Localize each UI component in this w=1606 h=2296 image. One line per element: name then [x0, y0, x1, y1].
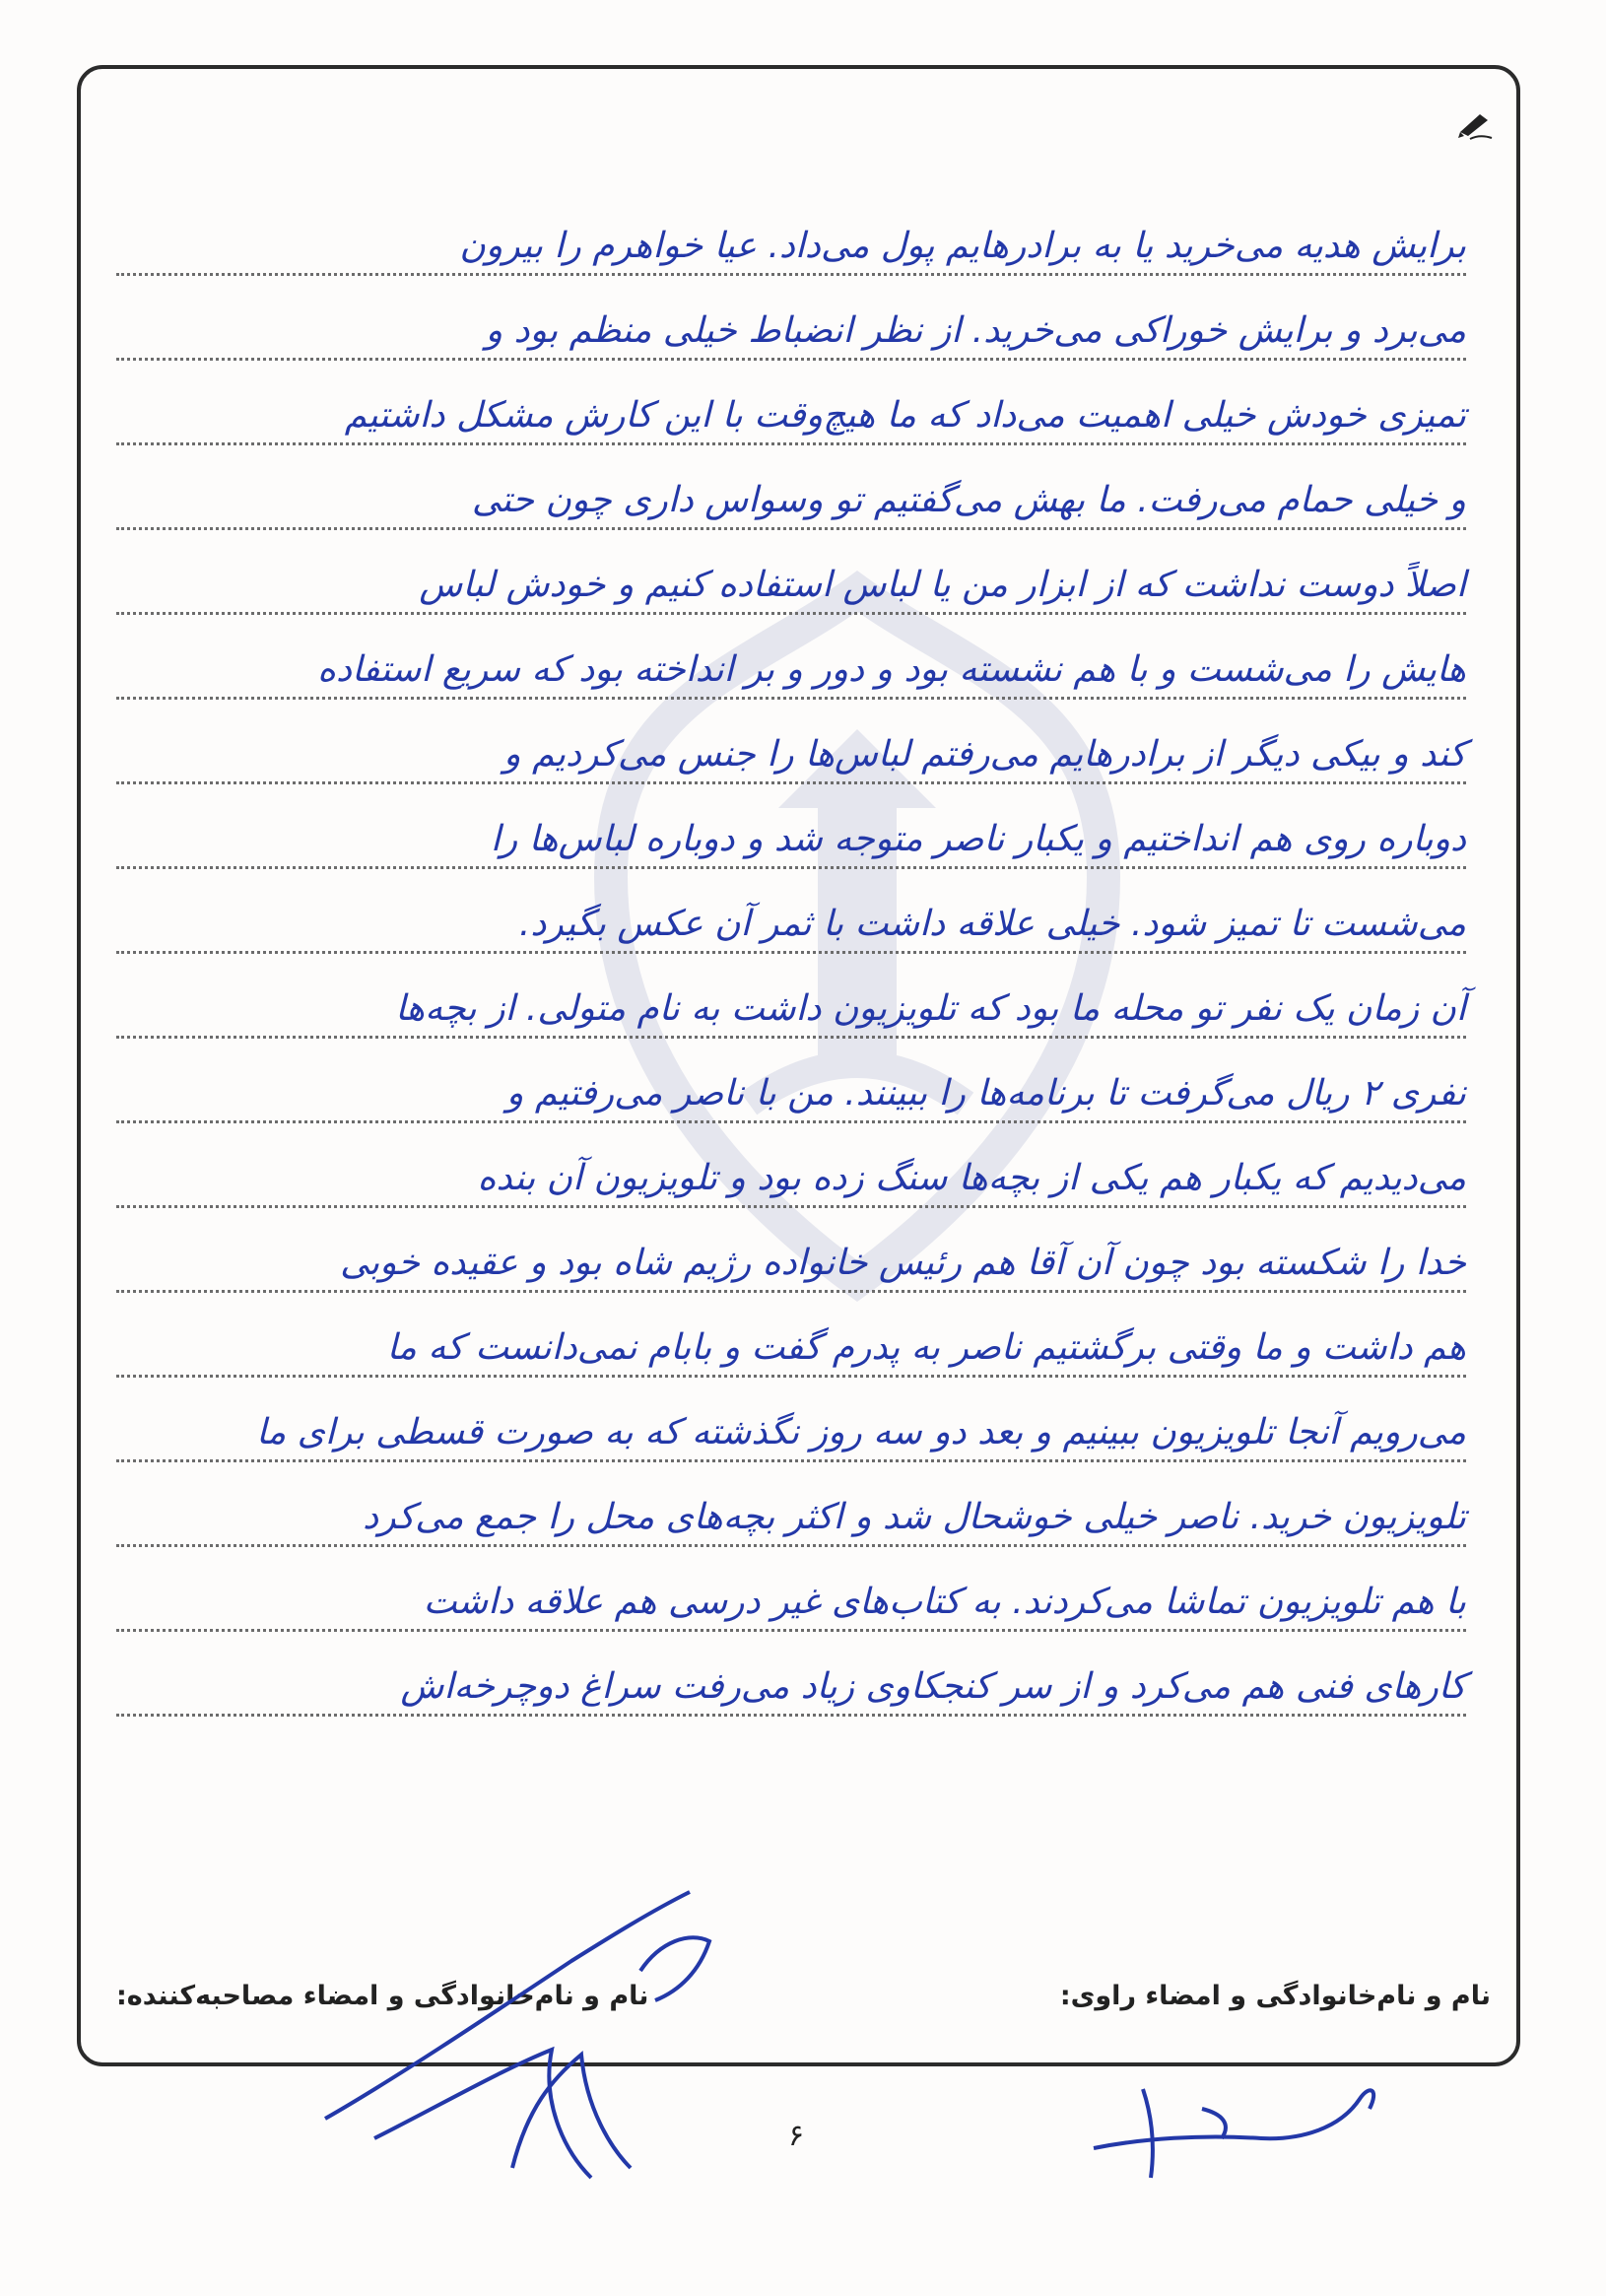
line-text: کارهای فنی هم می‌کرد و از سر کنجکاوی زیاد می‌رفت سراغ دوچرخه‌اش: [400, 1666, 1466, 1707]
text-line: [116, 700, 1466, 784]
text-line: [116, 1039, 1466, 1123]
line-text: اصلاً دوست نداشت که از ابزار من یا لباس استفاده کنیم و خودش لباس: [419, 565, 1466, 605]
text-line: [116, 1208, 1466, 1293]
text-line: [116, 1378, 1466, 1462]
line-text: می‌رویم آنجا تلویزیون ببینیم و بعد دو سه روز نگذشته که به صورت قسطی برای ما: [255, 1412, 1466, 1452]
text-line: [116, 445, 1466, 530]
page-number: ۶: [788, 2119, 805, 2153]
line-text: کند و بیکی دیگر از برادرهایم می‌رفتم لباس‌ها را جنس می‌کردیم و: [503, 734, 1466, 775]
text-line: [116, 361, 1466, 445]
interviewer-signature-label: نام و نام‌خانوادگی و امضاء مصاحبه‌کننده:: [116, 1981, 649, 2011]
line-text: تمیزی خودش خیلی اهمیت می‌داد که ما هیچ‌وقت با این کارش مشکل داشتیم: [344, 395, 1466, 436]
text-line: [116, 530, 1466, 615]
text-line: [116, 784, 1466, 869]
line-text: و خیلی حمام می‌رفت. ما بهش می‌گفتیم تو وسواس داری چون حتی: [471, 480, 1466, 520]
text-line: [116, 1462, 1466, 1547]
line-text: با هم تلویزیون تماشا می‌کردند. به کتاب‌های غیر درسی هم علاقه داشت: [423, 1582, 1466, 1622]
narrator-signature: [1084, 2069, 1399, 2188]
text-line: [116, 276, 1466, 361]
line-text: می‌برد و برایش خوراکی می‌خرید. از نظر انضباط خیلی منظم بود و: [485, 310, 1466, 351]
handwritten-text-block: [116, 177, 1466, 1717]
line-text: هایش را می‌شست و با هم نشسته بود و دور و بر انداخته بود که سریع استفاده: [317, 649, 1466, 690]
line-text: نفری ۲ ریال می‌گرفت تا برنامه‌ها را ببینند. من با ناصر می‌رفتیم و: [506, 1073, 1466, 1114]
text-line: [116, 1632, 1466, 1717]
narrator-signature-label: نام و نام‌خانوادگی و امضاء راوی:: [1059, 1981, 1491, 2011]
text-line: [116, 1123, 1466, 1208]
line-text: هم داشت و ما وقتی برگشتیم ناصر به پدرم گفت و بابام نمی‌دانست که ما: [386, 1327, 1466, 1368]
line-text: تلویزیون خرید. ناصر خیلی خوشحال شد و اکثر بچه‌های محل را جمع می‌کرد: [363, 1497, 1466, 1537]
line-text: آن زمان یک نفر تو محله ما بود که تلویزیون داشت به نام متولی. از بچه‌ها: [395, 988, 1466, 1029]
line-text: خدا را شکسته بود چون آن آقا هم رئیس خانواده رژیم شاه بود و عقیده خوبی: [340, 1243, 1466, 1283]
text-line: [116, 1547, 1466, 1632]
line-text: برایش هدیه می‌خرید یا به برادرهایم پول می‌داد. عیا خواهرم را بیرون: [459, 226, 1466, 266]
text-line: [116, 954, 1466, 1039]
pen-writing-icon: [1456, 106, 1496, 140]
line-text: می‌دیدیم که یکبار هم یکی از بچه‌ها سنگ زده بود و تلویزیون آن بنده: [477, 1158, 1466, 1198]
text-line: [116, 177, 1466, 276]
text-line: [116, 615, 1466, 700]
text-line: [116, 1293, 1466, 1378]
interviewer-signature: [315, 1882, 729, 2197]
line-text: می‌شست تا تمیز شود. خیلی علاقه داشت با ثمر آن عکس بگیرد.: [518, 904, 1466, 944]
line-text: دوباره روی هم انداختیم و یکبار ناصر متوجه شد و دوباره لباس‌ها را: [490, 819, 1466, 859]
text-line: [116, 869, 1466, 954]
